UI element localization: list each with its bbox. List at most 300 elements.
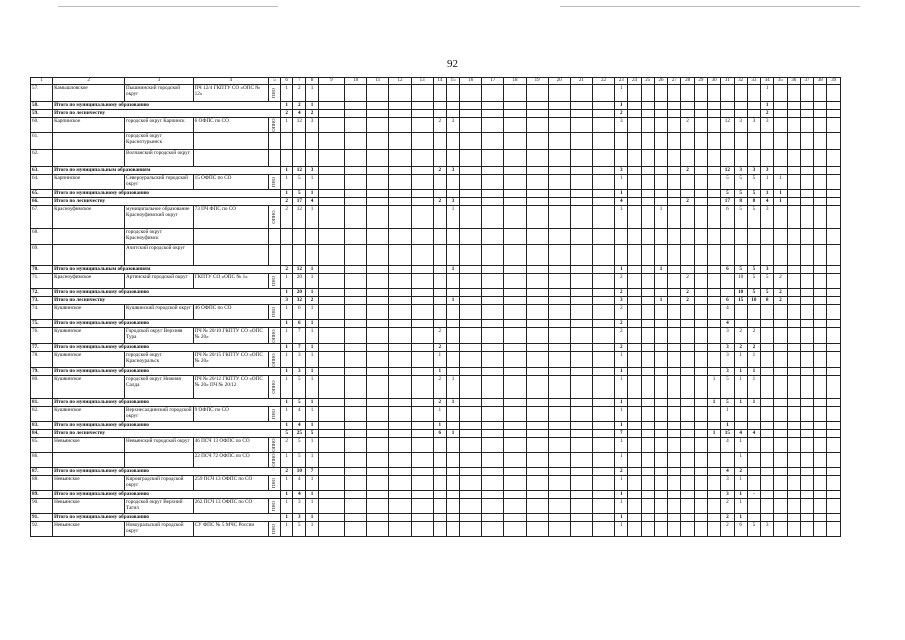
- table-cell: [827, 328, 841, 344]
- table-cell: [411, 150, 433, 167]
- table-cell: [592, 407, 614, 422]
- table-cell: [721, 102, 734, 110]
- table-cell: [411, 206, 433, 229]
- table-cell: [668, 289, 681, 297]
- table-cell: [592, 499, 614, 514]
- table-cell: [318, 399, 345, 407]
- table-cell: [281, 229, 293, 245]
- table-cell: [761, 344, 774, 352]
- table-cell: [318, 376, 345, 399]
- table-cell: [433, 245, 446, 266]
- table-cell: 1: [281, 422, 293, 430]
- table-cell: [628, 305, 641, 320]
- table-cell: 5: [734, 206, 747, 229]
- table-cell: [504, 289, 526, 297]
- table-cell: [707, 514, 720, 522]
- table-row: [31, 175, 841, 190]
- top-rule-left: [58, 6, 278, 7]
- total-label: Итого по муниципальному образованию: [53, 368, 281, 376]
- table-cell: [548, 133, 570, 150]
- table-cell: [592, 110, 614, 118]
- table-cell: [654, 110, 667, 118]
- table-cell: 1: [774, 190, 787, 198]
- table-cell: [774, 368, 787, 376]
- table-cell: [504, 305, 526, 320]
- table-cell: [707, 110, 720, 118]
- total-label: Итого по лесничеству: [53, 198, 281, 206]
- table-cell: [548, 110, 570, 118]
- table-cell: [628, 438, 641, 453]
- table-cell: 1: [446, 430, 459, 438]
- table-cell: [318, 352, 345, 368]
- table-cell: [800, 206, 813, 229]
- table-cell: [345, 110, 367, 118]
- table-cell: [641, 175, 654, 190]
- table-cell: [800, 476, 813, 491]
- table-cell: 5: [747, 522, 760, 537]
- category-cell: [268, 118, 280, 133]
- table-cell: [446, 438, 459, 453]
- table-cell: [814, 297, 827, 305]
- table-cell: [827, 206, 841, 229]
- table-cell: [318, 110, 345, 118]
- table-cell: [668, 305, 681, 320]
- table-cell: [827, 514, 841, 522]
- table-cell: [681, 190, 694, 198]
- table-cell: 1: [281, 491, 293, 499]
- table-cell: [641, 514, 654, 522]
- table-cell: 3: [721, 328, 734, 344]
- table-cell: [827, 266, 841, 274]
- table-cell: [800, 320, 813, 328]
- table-cell: [53, 229, 125, 245]
- table-cell: [694, 368, 707, 376]
- table-cell: [774, 320, 787, 328]
- table-cell: [694, 430, 707, 438]
- table-cell: [641, 320, 654, 328]
- table-cell: Кушвинское: [53, 352, 125, 368]
- table-cell: [787, 274, 800, 289]
- category-label: ПНО: [271, 307, 277, 317]
- table-cell: 1: [721, 407, 734, 422]
- table-cell: [460, 320, 482, 328]
- table-cell: -: [747, 491, 760, 499]
- table-cell: [504, 133, 526, 150]
- table-cell: [800, 110, 813, 118]
- table-cell: 2: [615, 274, 628, 289]
- table-cell: [707, 328, 720, 344]
- table-cell: [681, 150, 694, 167]
- table-cell: [570, 491, 592, 499]
- table-cell: [707, 289, 720, 297]
- table-cell: [761, 514, 774, 522]
- table-cell: [761, 305, 774, 320]
- table-cell: [654, 468, 667, 476]
- table-cell: 6: [293, 305, 306, 320]
- table-cell: [654, 491, 667, 499]
- table-cell: 3: [734, 167, 747, 175]
- table-cell: 2: [281, 206, 293, 229]
- table-cell: [628, 344, 641, 352]
- table-cell: [389, 167, 411, 175]
- total-row: [31, 368, 841, 376]
- table-cell: 2: [433, 328, 446, 344]
- table-cell: [411, 190, 433, 198]
- table-cell: [814, 430, 827, 438]
- table-cell: [641, 344, 654, 352]
- table-cell: [367, 430, 389, 438]
- table-cell: [411, 514, 433, 522]
- table-cell: 1: [306, 399, 318, 407]
- table-cell: [814, 476, 827, 491]
- table-cell: [800, 266, 813, 274]
- table-cell: [787, 407, 800, 422]
- table-cell: [411, 297, 433, 305]
- total-row: [31, 320, 841, 328]
- table-cell: [433, 522, 446, 537]
- table-cell: [694, 150, 707, 167]
- table-cell: [548, 150, 570, 167]
- table-cell: 2: [721, 514, 734, 522]
- column-header: 35: [774, 78, 787, 85]
- table-cell: [570, 453, 592, 468]
- table-cell: Камышловское: [53, 85, 125, 102]
- table-cell: [446, 468, 459, 476]
- table-cell: [548, 514, 570, 522]
- table-cell: [193, 133, 268, 150]
- table-cell: [548, 266, 570, 274]
- table-cell: [641, 245, 654, 266]
- table-cell: [707, 407, 720, 422]
- table-cell: 2: [774, 289, 787, 297]
- table-cell: [389, 229, 411, 245]
- table-cell: [774, 229, 787, 245]
- column-header: 7: [293, 78, 306, 85]
- table-cell: [446, 102, 459, 110]
- table-cell: [446, 476, 459, 491]
- table-cell: [460, 476, 482, 491]
- column-header: 32: [734, 78, 747, 85]
- table-cell: 5: [293, 399, 306, 407]
- table-cell: [641, 110, 654, 118]
- category-cell: [268, 175, 280, 190]
- table-cell: [389, 438, 411, 453]
- table-cell: [827, 407, 841, 422]
- row-number: 83.: [31, 422, 53, 430]
- total-label: Итого по муниципальному образованию: [53, 289, 281, 297]
- table-cell: [800, 175, 813, 190]
- table-cell: 4: [293, 110, 306, 118]
- table-cell: [526, 344, 548, 352]
- table-cell: 4: [761, 198, 774, 206]
- table-cell: [548, 476, 570, 491]
- column-header: 20: [548, 78, 570, 85]
- table-cell: [526, 150, 548, 167]
- table-cell: [654, 430, 667, 438]
- table-cell: [592, 430, 614, 438]
- table-cell: [707, 320, 720, 328]
- table-cell: [800, 514, 813, 522]
- table-cell: [747, 514, 760, 522]
- table-cell: [641, 150, 654, 167]
- table-row: [31, 522, 841, 537]
- row-number: 71.: [31, 274, 53, 289]
- table-cell: [318, 368, 345, 376]
- table-cell: 1: [734, 376, 747, 399]
- table-cell: [747, 229, 760, 245]
- table-cell: 1: [446, 266, 459, 274]
- table-cell: 2: [681, 289, 694, 297]
- table-cell: [761, 491, 774, 499]
- table-cell: [681, 368, 694, 376]
- row-number: 85.: [31, 438, 53, 453]
- column-header: 22: [592, 78, 614, 85]
- column-header: 38: [814, 78, 827, 85]
- table-cell: 1: [306, 320, 318, 328]
- table-cell: [411, 430, 433, 438]
- table-cell: [318, 320, 345, 328]
- table-cell: [800, 190, 813, 198]
- table-cell: [827, 368, 841, 376]
- table-cell: [827, 118, 841, 133]
- table-cell: 6: [734, 522, 747, 537]
- table-cell: [53, 150, 125, 167]
- table-cell: [411, 422, 433, 430]
- table-cell: [707, 133, 720, 150]
- table-cell: 1: [306, 407, 318, 422]
- table-cell: [460, 328, 482, 344]
- table-cell: [460, 491, 482, 499]
- table-cell: 2: [433, 376, 446, 399]
- table-row: [31, 328, 841, 344]
- total-row: [31, 266, 841, 274]
- table-cell: [389, 499, 411, 514]
- table-cell: [814, 376, 827, 399]
- table-cell: [747, 438, 760, 453]
- table-cell: [800, 133, 813, 150]
- table-cell: [526, 206, 548, 229]
- table-cell: 262 ПСЧ 13 ОФПС по СО: [193, 499, 268, 514]
- table-cell: 3: [615, 297, 628, 305]
- table-cell: [548, 430, 570, 438]
- table-cell: [734, 407, 747, 422]
- table-cell: [707, 344, 720, 352]
- table-cell: [800, 430, 813, 438]
- table-cell: [411, 438, 433, 453]
- table-cell: [814, 320, 827, 328]
- table-cell: [814, 522, 827, 537]
- column-header: 2: [53, 78, 125, 85]
- table-cell: [548, 407, 570, 422]
- table-cell: 1: [707, 399, 720, 407]
- table-cell: 1: [306, 328, 318, 344]
- table-cell: 1: [281, 85, 293, 102]
- table-cell: [641, 190, 654, 198]
- total-label: Итого по муниципальному образованию: [53, 468, 281, 476]
- table-cell: [668, 190, 681, 198]
- table-cell: [548, 328, 570, 344]
- table-cell: [681, 229, 694, 245]
- table-cell: [389, 206, 411, 229]
- column-header: 23: [615, 78, 628, 85]
- table-cell: 5: [293, 376, 306, 399]
- table-cell: Невьянский городской округ: [125, 438, 194, 453]
- table-cell: [460, 150, 482, 167]
- row-number: 73.: [31, 297, 53, 305]
- table-cell: [548, 368, 570, 376]
- column-header: 10: [345, 78, 367, 85]
- table-cell: [482, 522, 504, 537]
- table-cell: [761, 407, 774, 422]
- table-cell: [641, 352, 654, 368]
- table-cell: 3: [734, 118, 747, 133]
- total-row: [31, 514, 841, 522]
- table-cell: [814, 305, 827, 320]
- table-cell: 5: [747, 266, 760, 274]
- table-cell: [570, 368, 592, 376]
- table-cell: [548, 399, 570, 407]
- category-label: ПНО: [271, 177, 277, 187]
- table-cell: [318, 133, 345, 150]
- table-cell: [345, 344, 367, 352]
- table-cell: [446, 110, 459, 118]
- table-cell: [504, 491, 526, 499]
- total-label: Итого по муниципальным образованиям: [53, 167, 281, 175]
- table-cell: [526, 274, 548, 289]
- table-cell: [446, 305, 459, 320]
- table-cell: [504, 167, 526, 175]
- table-cell: [814, 110, 827, 118]
- table-cell: [628, 118, 641, 133]
- table-cell: 46 ОФПС по СО: [193, 305, 268, 320]
- table-cell: [345, 274, 367, 289]
- table-cell: 2: [615, 328, 628, 344]
- table-cell: [411, 468, 433, 476]
- table-cell: 1: [761, 190, 774, 198]
- table-cell: 1: [615, 422, 628, 430]
- table-cell: [367, 352, 389, 368]
- table-row: [31, 118, 841, 133]
- table-cell: 1: [734, 399, 747, 407]
- column-header: 9: [318, 78, 345, 85]
- category-label: ПНО: [271, 88, 277, 98]
- table-cell: [345, 407, 367, 422]
- table-cell: [787, 453, 800, 468]
- table-cell: [761, 376, 774, 399]
- table-cell: [526, 491, 548, 499]
- table-cell: [814, 328, 827, 344]
- table-cell: [774, 245, 787, 266]
- category-cell: [268, 499, 280, 514]
- row-number: 68.: [31, 229, 53, 245]
- total-row: [31, 430, 841, 438]
- table-cell: [707, 297, 720, 305]
- table-cell: [433, 453, 446, 468]
- table-cell: [318, 118, 345, 133]
- table-cell: 7: [293, 328, 306, 344]
- table-cell: 1: [306, 190, 318, 198]
- table-cell: [193, 245, 268, 266]
- table-cell: [504, 102, 526, 110]
- table-cell: [460, 102, 482, 110]
- table-cell: [411, 407, 433, 422]
- table-cell: [411, 399, 433, 407]
- table-cell: [814, 206, 827, 229]
- table-cell: [367, 190, 389, 198]
- table-row: [31, 206, 841, 229]
- table-cell: [460, 133, 482, 150]
- category-cell: [268, 453, 280, 468]
- table-cell: [548, 320, 570, 328]
- table-row: [31, 229, 841, 245]
- table-cell: [504, 118, 526, 133]
- table-cell: ПЧ № 20/10 ГКПТУ СО «ОПС № 20»: [193, 328, 268, 344]
- table-cell: 1: [281, 289, 293, 297]
- table-cell: [504, 150, 526, 167]
- table-cell: [460, 118, 482, 133]
- table-cell: [681, 352, 694, 368]
- table-cell: [318, 85, 345, 102]
- table-cell: [548, 491, 570, 499]
- table-cell: 12: [293, 266, 306, 274]
- column-header: 36: [787, 78, 800, 85]
- table-cell: [367, 407, 389, 422]
- table-cell: [774, 266, 787, 274]
- table-cell: [345, 297, 367, 305]
- table-cell: [681, 305, 694, 320]
- table-cell: [592, 376, 614, 399]
- table-cell: 1: [747, 376, 760, 399]
- table-cell: 2: [433, 344, 446, 352]
- table-cell: 4: [747, 430, 760, 438]
- table-cell: [482, 352, 504, 368]
- table-cell: [641, 198, 654, 206]
- table-cell: [800, 368, 813, 376]
- category-label: ПНО: [271, 501, 277, 511]
- table-cell: 5: [721, 376, 734, 399]
- table-cell: [641, 297, 654, 305]
- category-label: ПНО: [271, 409, 277, 419]
- table-cell: 5: [293, 190, 306, 198]
- table-cell: [460, 229, 482, 245]
- table-cell: 1: [306, 344, 318, 352]
- table-cell: [526, 110, 548, 118]
- table-cell: [592, 328, 614, 344]
- table-cell: [681, 514, 694, 522]
- table-cell: [668, 352, 681, 368]
- table-cell: 2: [306, 110, 318, 118]
- table-cell: [504, 352, 526, 368]
- row-number: 65.: [31, 190, 53, 198]
- table-cell: [721, 274, 734, 289]
- table-row: [31, 407, 841, 422]
- table-cell: [570, 102, 592, 110]
- table-cell: [504, 522, 526, 537]
- table-cell: [526, 289, 548, 297]
- column-header: 11: [367, 78, 389, 85]
- table-cell: [628, 266, 641, 274]
- table-cell: [53, 133, 125, 150]
- table-cell: 4: [615, 198, 628, 206]
- table-cell: [641, 368, 654, 376]
- table-cell: [389, 297, 411, 305]
- table-cell: [526, 430, 548, 438]
- table-cell: [592, 206, 614, 229]
- table-cell: [774, 167, 787, 175]
- table-cell: [592, 229, 614, 245]
- table-cell: [526, 328, 548, 344]
- table-cell: [747, 102, 760, 110]
